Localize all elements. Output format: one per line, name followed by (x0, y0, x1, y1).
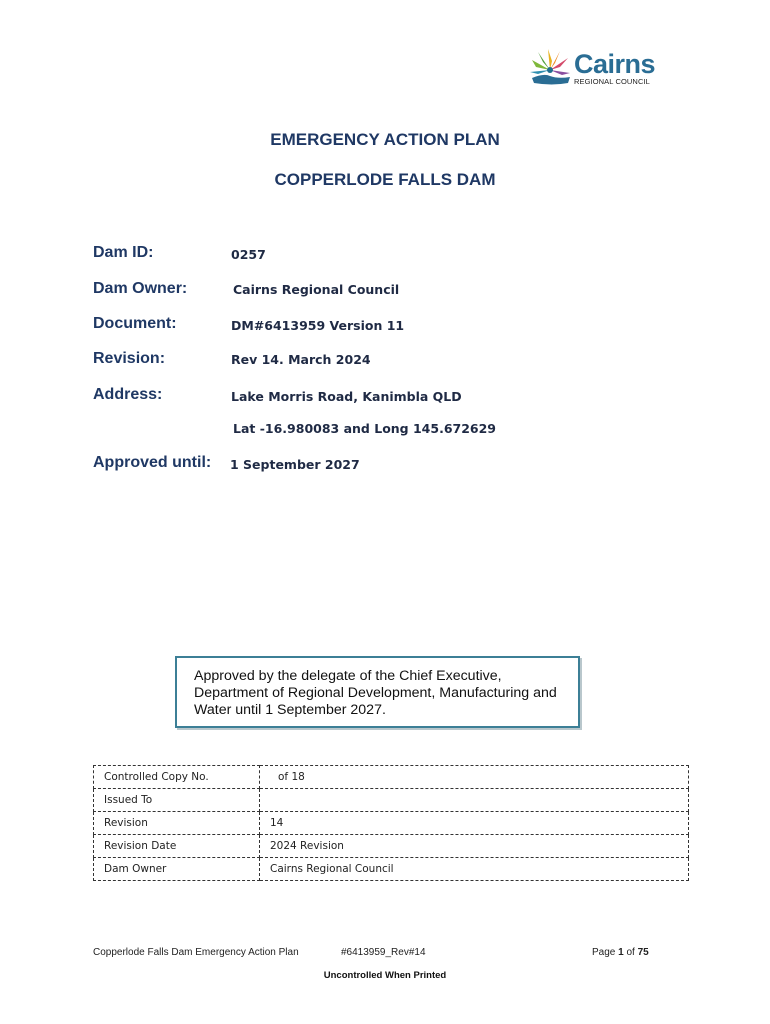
detail-label: Address: (93, 386, 163, 403)
page-current: 1 (618, 947, 624, 958)
dam-name-title: COPPERLODE FALLS DAM (274, 170, 496, 189)
page-total: 75 (637, 947, 649, 958)
table-cell-value: 2024 Revision (260, 835, 689, 858)
cairns-logo (528, 48, 658, 90)
table-cell-value: of 18 (260, 766, 689, 789)
document-title: EMERGENCY ACTION PLAN (270, 130, 500, 149)
table-cell-field: Controlled Copy No. (94, 766, 260, 789)
table-cell-field: Issued To (94, 789, 260, 812)
table-cell-field: Revision (94, 812, 260, 835)
table-row (94, 858, 689, 881)
table-row (94, 789, 689, 812)
table-row (94, 835, 689, 858)
detail-label: Dam Owner: (93, 280, 188, 297)
detail-label: Dam ID: (93, 244, 154, 261)
table-cell-field: Revision Date (94, 835, 260, 858)
detail-value: Rev 14. March 2024 (231, 352, 371, 367)
uncontrolled-notice: Uncontrolled When Printed (323, 970, 447, 981)
detail-value: DM#6413959 Version 11 (231, 318, 405, 333)
logo-wordmark: Cairns (574, 49, 656, 79)
detail-value: Lat -16.980083 and Long 145.672629 (233, 421, 497, 436)
detail-label: Revision: (93, 350, 166, 367)
table-cell-value: 14 (260, 812, 689, 835)
table-cell-value: Cairns Regional Council (260, 858, 689, 881)
table-cell-field: Dam Owner (94, 858, 260, 881)
footer-document-ref: #6413959_Rev#14 (341, 947, 426, 958)
page-of: of (623, 947, 638, 958)
cairns-palm-emblem-icon (528, 48, 574, 90)
page-prefix: Page (592, 947, 619, 958)
detail-value: 1 September 2027 (230, 457, 360, 472)
approval-notice-text: Approved by the delegate of the Chief Executive, Department of Regional Development, Manufacturing and Water until 1 September 2027. (194, 668, 557, 718)
table-row (94, 766, 689, 789)
detail-value: Cairns Regional Council (233, 282, 400, 297)
detail-value: Lake Morris Road, Kanimbla QLD (231, 389, 462, 404)
detail-label: Document: (93, 315, 177, 332)
footer-document-name: Copperlode Falls Dam Emergency Action Plan (93, 947, 299, 958)
detail-label: Approved until: (93, 454, 212, 471)
footer-page-number (592, 947, 649, 958)
logo-subtitle: REGIONAL COUNCIL (574, 77, 650, 86)
document-control-table (93, 765, 689, 881)
approval-notice-box (175, 656, 580, 728)
detail-value: 0257 (231, 247, 266, 262)
table-row (94, 812, 689, 835)
table-cell-value (260, 789, 689, 812)
